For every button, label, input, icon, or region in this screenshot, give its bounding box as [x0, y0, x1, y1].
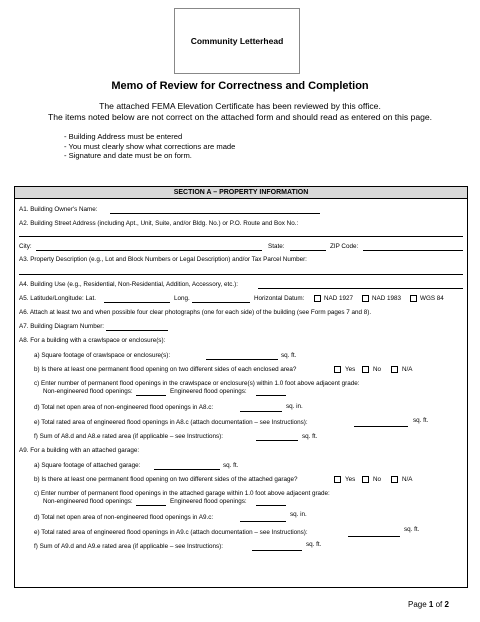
a8a-unit: sq. ft.	[281, 352, 297, 359]
nad1927-label: NAD 1927	[324, 295, 354, 302]
a8b-label: b) Is there at least one permanent flood opening on two different sides of each enclosed area?	[34, 366, 297, 373]
page-number	[408, 600, 449, 609]
a9c-engineered-label: Engineered flood openings:	[170, 498, 247, 505]
a8b-na-checkbox[interactable]	[391, 366, 398, 373]
a9a-label: a) Square footage of attached garage:	[34, 462, 141, 469]
a8c-engineered-field[interactable]	[256, 395, 286, 396]
a8f-label: f) Sum of A8.d and A8.e rated area (if applicable – see Instructions):	[34, 433, 224, 440]
a9b-na-checkbox[interactable]	[391, 476, 398, 483]
a9e-unit: sq. ft.	[404, 526, 420, 533]
a8b-no-label: No	[373, 366, 382, 373]
zip-field[interactable]	[363, 250, 463, 251]
a9b-no-checkbox[interactable]	[362, 476, 369, 483]
a8e-label: e) Total rated area of engineered flood openings in A8.c (attach documentation – see Instructions):	[34, 419, 308, 426]
a9d-unit: sq. in.	[290, 511, 307, 518]
a8-label: A8. For a building with a crawlspace or enclosure(s):	[19, 337, 166, 344]
a9b-yes-checkbox[interactable]	[334, 476, 341, 483]
a2-label: A2. Building Street Address (including Apt., Unit, Suite, and/or Bldg. No.) or P.O. Route and Box No.:	[19, 220, 299, 227]
a9f-field[interactable]	[252, 550, 302, 551]
a9f-unit: sq. ft.	[306, 541, 322, 548]
wgs84-label: WGS 84	[420, 295, 444, 302]
note-item: - You must clearly show what corrections are made	[64, 141, 236, 151]
a8d-field[interactable]	[240, 411, 282, 412]
intro-line-1: The attached FEMA Elevation Certificate has been reviewed by this office.	[99, 101, 381, 111]
city-label: City:	[19, 243, 32, 250]
a7-label: A7. Building Diagram Number:	[19, 323, 105, 330]
zip-label: ZIP Code:	[330, 243, 359, 250]
a8e-unit: sq. ft.	[413, 417, 429, 424]
a9e-field[interactable]	[348, 536, 400, 537]
a8f-unit: sq. ft.	[302, 433, 318, 440]
a8c-label: c) Enter number of permanent flood openings in the crawlspace or enclosure(s) within 1.0 foot above adjacent grade:	[34, 380, 360, 387]
a6-label: A6. Attach at least two and when possible four clear photographs (one for each side) of the building (see Form pages 7 and 8).	[19, 309, 372, 316]
page-total: 2	[444, 600, 449, 609]
page-prefix: Page	[408, 600, 429, 609]
section-a-header: SECTION A – PROPERTY INFORMATION	[14, 186, 468, 199]
latitude-field[interactable]	[104, 302, 170, 303]
letterhead-label: Community Letterhead	[190, 36, 284, 46]
longitude-field[interactable]	[192, 302, 250, 303]
a8a-field[interactable]	[206, 359, 278, 360]
a8d-unit: sq. in.	[286, 403, 303, 410]
page-of: of	[433, 600, 445, 609]
a8b-na-label: N/A	[402, 366, 413, 373]
a9c-label: c) Enter number of permanent flood openings in the attached garage within 1.0 foot above adjacent grade:	[34, 490, 330, 497]
a9c-engineered-field[interactable]	[256, 505, 286, 506]
nad1983-checkbox[interactable]	[362, 295, 369, 302]
city-field[interactable]	[36, 250, 262, 251]
a8a-label: a) Square footage of crawlspace or enclosure(s):	[34, 352, 171, 359]
a9b-yes-label: Yes	[345, 476, 356, 483]
street-address-field[interactable]	[19, 236, 463, 237]
a9f-label: f) Sum of A9.d and A9.e rated area (if applicable – see Instructions):	[34, 543, 224, 550]
a9a-field[interactable]	[154, 469, 220, 470]
a8e-field[interactable]	[354, 426, 408, 427]
a9d-field[interactable]	[240, 521, 286, 522]
nad1983-label: NAD 1983	[372, 295, 402, 302]
a8c-engineered-label: Engineered flood openings:	[170, 388, 247, 395]
a8b-yes-label: Yes	[345, 366, 356, 373]
state-label: State:	[268, 243, 285, 250]
intro-text	[0, 101, 480, 123]
a9-label: A9. For a building with an attached garage:	[19, 447, 140, 454]
a8d-label: d) Total net open area of non-engineered flood openings in A8.c:	[34, 404, 214, 411]
a8b-no-checkbox[interactable]	[362, 366, 369, 373]
intro-line-2: The items noted below are not correct on the attached form and should read as entered on this page.	[47, 112, 433, 122]
a9a-unit: sq. ft.	[223, 462, 239, 469]
page-current: 1	[428, 600, 434, 609]
wgs84-checkbox[interactable]	[410, 295, 417, 302]
a8b-yes-checkbox[interactable]	[334, 366, 341, 373]
a9d-label: d) Total net open area of non-engineered flood openings in A9.c:	[34, 514, 214, 521]
a9b-no-label: No	[373, 476, 382, 483]
state-field[interactable]	[290, 250, 326, 251]
diagram-number-field[interactable]	[106, 330, 168, 331]
building-use-field[interactable]	[258, 288, 463, 289]
a5-label: A5. Latitude/Longitude: Lat.	[19, 295, 97, 302]
letterhead-box	[174, 8, 300, 74]
a3-label: A3. Property Description (e.g., Lot and Block Numbers or Legal Description) and/or Tax Parcel Number:	[19, 256, 307, 263]
longitude-label: Long.	[174, 295, 190, 302]
a8c-non-engineered-label: Non-engineered flood openings:	[43, 388, 133, 395]
a9c-non-engineered-label: Non-engineered flood openings:	[43, 498, 133, 505]
note-item: - Building Address must be entered	[64, 132, 183, 141]
datum-label: Horizontal Datum:	[254, 295, 305, 302]
note-item: - Signature and date must be on form.	[64, 151, 192, 161]
nad1927-checkbox[interactable]	[314, 295, 321, 302]
a9e-label: e) Total rated area of engineered flood openings in A9.c (attach documentation – see Instructions):	[34, 529, 308, 536]
a1-label: A1. Building Owner's Name:	[19, 206, 98, 213]
a9b-label: b) Is there at least one permanent flood opening on two different sides of the attached garage?	[34, 476, 298, 483]
a8f-field[interactable]	[256, 440, 298, 441]
a4-label: A4. Building Use (e.g., Residential, Non-Residential, Addition, Accessory, etc.):	[19, 281, 238, 288]
memo-title: Memo of Review for Correctness and Completion	[111, 80, 369, 92]
property-description-field[interactable]	[19, 274, 463, 275]
a9c-non-engineered-field[interactable]	[136, 505, 166, 506]
notes-list	[64, 132, 235, 161]
owner-name-field[interactable]	[110, 213, 320, 214]
a9b-na-label: N/A	[402, 476, 413, 483]
a8c-non-engineered-field[interactable]	[136, 395, 166, 396]
